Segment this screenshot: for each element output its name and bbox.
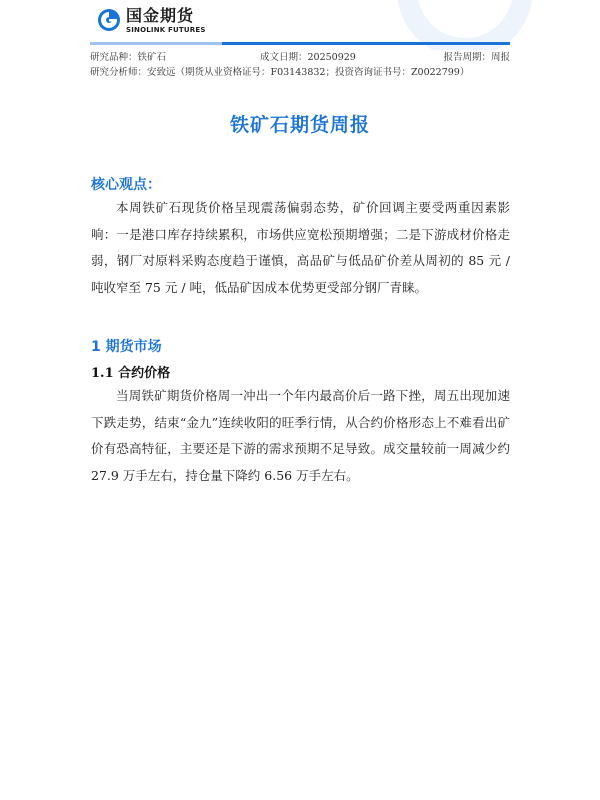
report-cycle: 报告周期：周报: [443, 52, 510, 63]
contract-price-paragraph: 当周铁矿期货价格周一冲出一个年内最高价后一路下挫，周五出现加速下跌走势，结束“金九”连续收阳的旺季行情，从合约价格形态上不难看出矿价有恐高特征，主要还是下游的需求预期不足导致。成交量较前一周减少约 27.9 万手左右，持仓量下降约 6.56 万手左右。: [91, 388, 510, 483]
report-date: 成文日期：20250929: [260, 52, 356, 63]
core-view-paragraph: 本周铁矿石现货价格呈现震荡偏弱态势，矿价回调主要受两重因素影响：一是港口库存持续累积，市场供应宽松预期增强；二是下游成材价格走弱，钢厂对原料采购态度趋于谨慎，高品矿与低品矿价差从周初的 85 元 / 吨收窄至 75 元 / 吨，低品矿因成本优势更受部分钢厂青睐。: [91, 200, 510, 295]
report-header: [0, 0, 600, 44]
header-rule-light: [90, 42, 222, 45]
logo-english-name: SINOLINK FUTURES: [126, 26, 206, 34]
core-view-heading: 核心观点：: [91, 177, 161, 193]
sinolink-logo-icon: [97, 8, 121, 32]
contract-price-heading: 1.1 合约价格: [91, 366, 171, 381]
analyst-info: 研究分析师：安致远（期货从业资格证号：F03143832；投资咨询证书号：Z0022799）: [90, 67, 470, 78]
futures-market-heading: 1 期货市场: [91, 339, 162, 355]
logo-chinese-name: 国金期货: [126, 6, 195, 25]
header-rule: [90, 42, 510, 45]
research-variety: 研究品种：铁矿石: [90, 52, 167, 63]
header-rule-dark: [222, 42, 510, 45]
document-title: 铁矿石期货周报: [229, 114, 370, 136]
